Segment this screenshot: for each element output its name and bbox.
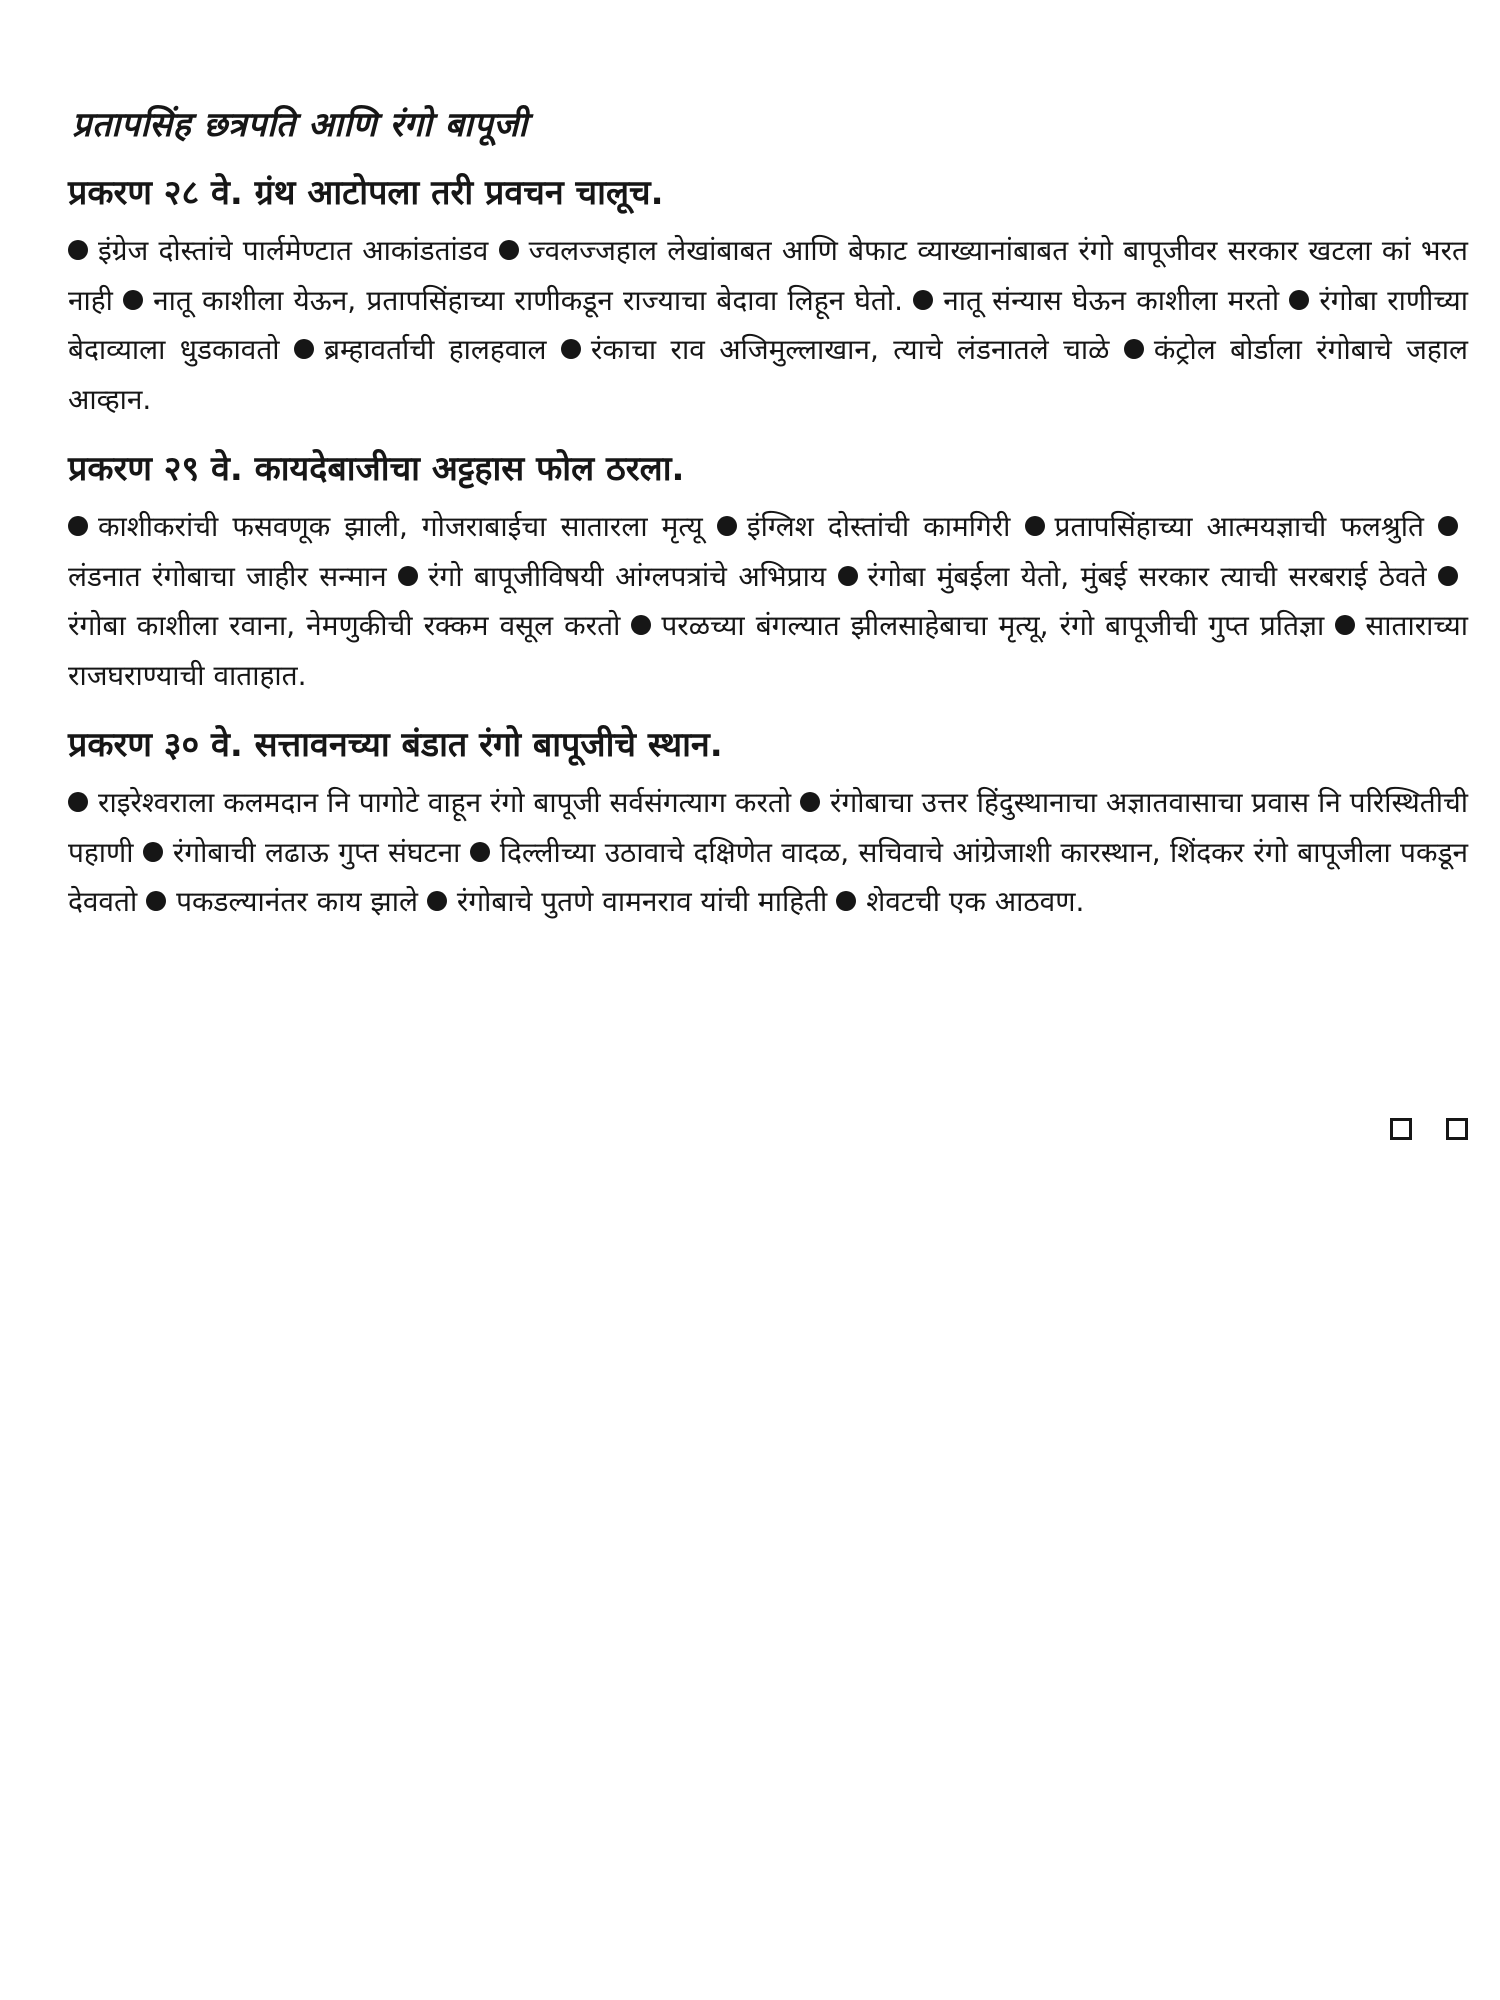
bullet-icon <box>68 240 88 260</box>
chapter-summary <box>68 778 1468 927</box>
summary-text: ब्रम्हावर्ताची हालहवाल <box>323 333 547 366</box>
chapter-title: प्रकरण २८ वे. ग्रंथ आटोपला तरी प्रवचन चालूच. <box>68 173 664 213</box>
summary-text: रंगोबाची लढाऊ गुप्त संघटना <box>172 835 461 869</box>
chapter-29 <box>68 446 1468 700</box>
bullet-icon <box>1025 516 1045 536</box>
summary-text: रंगो बापूजीविषयी आंग्लपत्रांचे अभिप्राय <box>428 559 827 593</box>
summary-item <box>1025 510 1424 543</box>
bullet-icon <box>913 290 933 310</box>
summary-item <box>143 836 461 869</box>
document-page <box>68 100 1468 949</box>
summary-text: इंग्लिश दोस्तांची कामगिरी <box>746 510 1011 543</box>
chapter-28 <box>68 170 1468 424</box>
bullet-icon <box>717 516 737 536</box>
summary-text: रंगोबा राणीच्या बेदाव्याला धुडकावतो <box>68 283 1469 366</box>
summary-text: साताराच्या राजघराण्याची वाताहात. <box>68 609 1468 692</box>
bullet-icon <box>1289 290 1309 310</box>
summary-item <box>838 560 1427 593</box>
summary-text: इंग्रेज दोस्तांचे पार्लमेण्टात आकांडतांडव <box>98 234 489 267</box>
bullet-icon <box>1124 339 1144 359</box>
chapter-title: प्रकरण २९ वे. कायदेबाजीचा अट्टहास फोल ठरला. <box>68 449 685 489</box>
summary-item <box>68 510 703 543</box>
bullet-icon <box>561 339 581 359</box>
bullet-icon <box>836 891 856 911</box>
chapter-30 <box>68 722 1468 927</box>
chapter-title: प्रकरण ३० वे. सत्तावनच्या बंडात रंगो बापूजीचे स्थान. <box>68 725 723 765</box>
bullet-icon <box>143 842 163 862</box>
bullet-icon <box>838 566 858 586</box>
bullet-icon <box>800 792 820 812</box>
summary-text: ज्वलज्जहाल लेखांबाबत आणि बेफाट व्याख्यानांबाबत रंगो बापूजीवर सरकार खटला कां भरत नाही <box>68 234 1468 317</box>
summary-item <box>68 234 488 267</box>
summary-item <box>68 786 791 819</box>
summary-item <box>294 333 547 366</box>
end-square-icon <box>1446 1118 1468 1140</box>
bullet-icon <box>631 615 651 635</box>
summary-text: नातू संन्यास घेऊन काशीला मरतो <box>943 283 1280 317</box>
summary-item <box>631 609 1324 642</box>
running-head: प्रतापसिंह छत्रपति आणि रंगो बापूजी <box>72 105 528 145</box>
bullet-icon <box>1438 566 1458 586</box>
summary-item <box>836 885 1084 918</box>
section-end-marks <box>1356 1118 1468 1144</box>
summary-item <box>146 885 418 918</box>
bullet-icon <box>123 290 143 310</box>
summary-text: प्रतापसिंहाच्या आत्मयज्ञाची फलश्रुति <box>1054 510 1424 543</box>
bullet-icon <box>68 516 88 536</box>
summary-text: लंडनात रंगोबाचा जाहीर सन्मान <box>68 559 387 593</box>
bullet-icon <box>68 792 88 812</box>
bullet-icon <box>470 842 490 862</box>
summary-text: शेवटची एक आठवण. <box>866 885 1085 918</box>
summary-item <box>123 284 903 317</box>
chapter-summary <box>68 226 1468 424</box>
end-square-icon <box>1390 1118 1412 1140</box>
summary-text: रंगोबाचा उत्तर हिंदुस्थानाचा अज्ञातवासाचा प्रवास नि परिस्थितीची पहाणी <box>68 786 1468 869</box>
bullet-icon <box>1438 516 1458 536</box>
chapter-summary <box>68 502 1468 700</box>
summary-text: नातू काशीला येऊन, प्रतापसिंहाच्या राणीकडून राज्याचा बेदावा लिहून घेतो. <box>153 283 904 317</box>
bullet-icon <box>499 240 519 260</box>
summary-text: रंगोबा मुंबईला येतो, मुंबई सरकार त्याची सरबराई ठेवते <box>867 559 1427 593</box>
summary-item <box>561 333 1110 366</box>
summary-text: परळच्या बंगल्यात झीलसाहेबाचा मृत्यू, रंगो बापूजीची गुप्त प्रतिज्ञा <box>661 609 1325 642</box>
summary-text: पकडल्यानंतर काय झाले <box>176 885 418 918</box>
bullet-icon <box>427 891 447 911</box>
summary-text: काशीकरांची फसवणूक झाली, गोजराबाईचा सातारला मृत्यू <box>98 510 703 543</box>
bullet-icon <box>294 339 314 359</box>
summary-item <box>913 284 1279 317</box>
summary-text: कंट्रोल बोर्डाला रंगोबाचे जहाल आव्हान. <box>68 333 1468 416</box>
summary-text: रंकाचा राव अजिमुल्लाखान, त्याचे लंडनातले चाळे <box>590 333 1110 366</box>
bullet-icon <box>1335 615 1355 635</box>
bullet-icon <box>146 891 166 911</box>
summary-item <box>398 560 826 593</box>
summary-text: राइरेश्वराला कलमदान नि पागोटे वाहून रंगो बापूजी सर्वसंगत्याग करतो <box>98 786 792 819</box>
summary-text: दिल्लीच्या उठावाचे दक्षिणेत वादळ, सचिवाचे आंग्रेजाशी कारस्थान, शिंदकर रंगो बापूजीला पकडून देववतो <box>68 835 1468 918</box>
summary-item <box>427 885 827 918</box>
summary-text: रंगोबा काशीला रवाना, नेमणुकीची रक्कम वसूल करतो <box>68 609 621 642</box>
summary-item <box>717 510 1011 543</box>
bullet-icon <box>398 566 418 586</box>
summary-text: रंगोबाचे पुतणे वामनराव यांची माहिती <box>456 885 828 918</box>
